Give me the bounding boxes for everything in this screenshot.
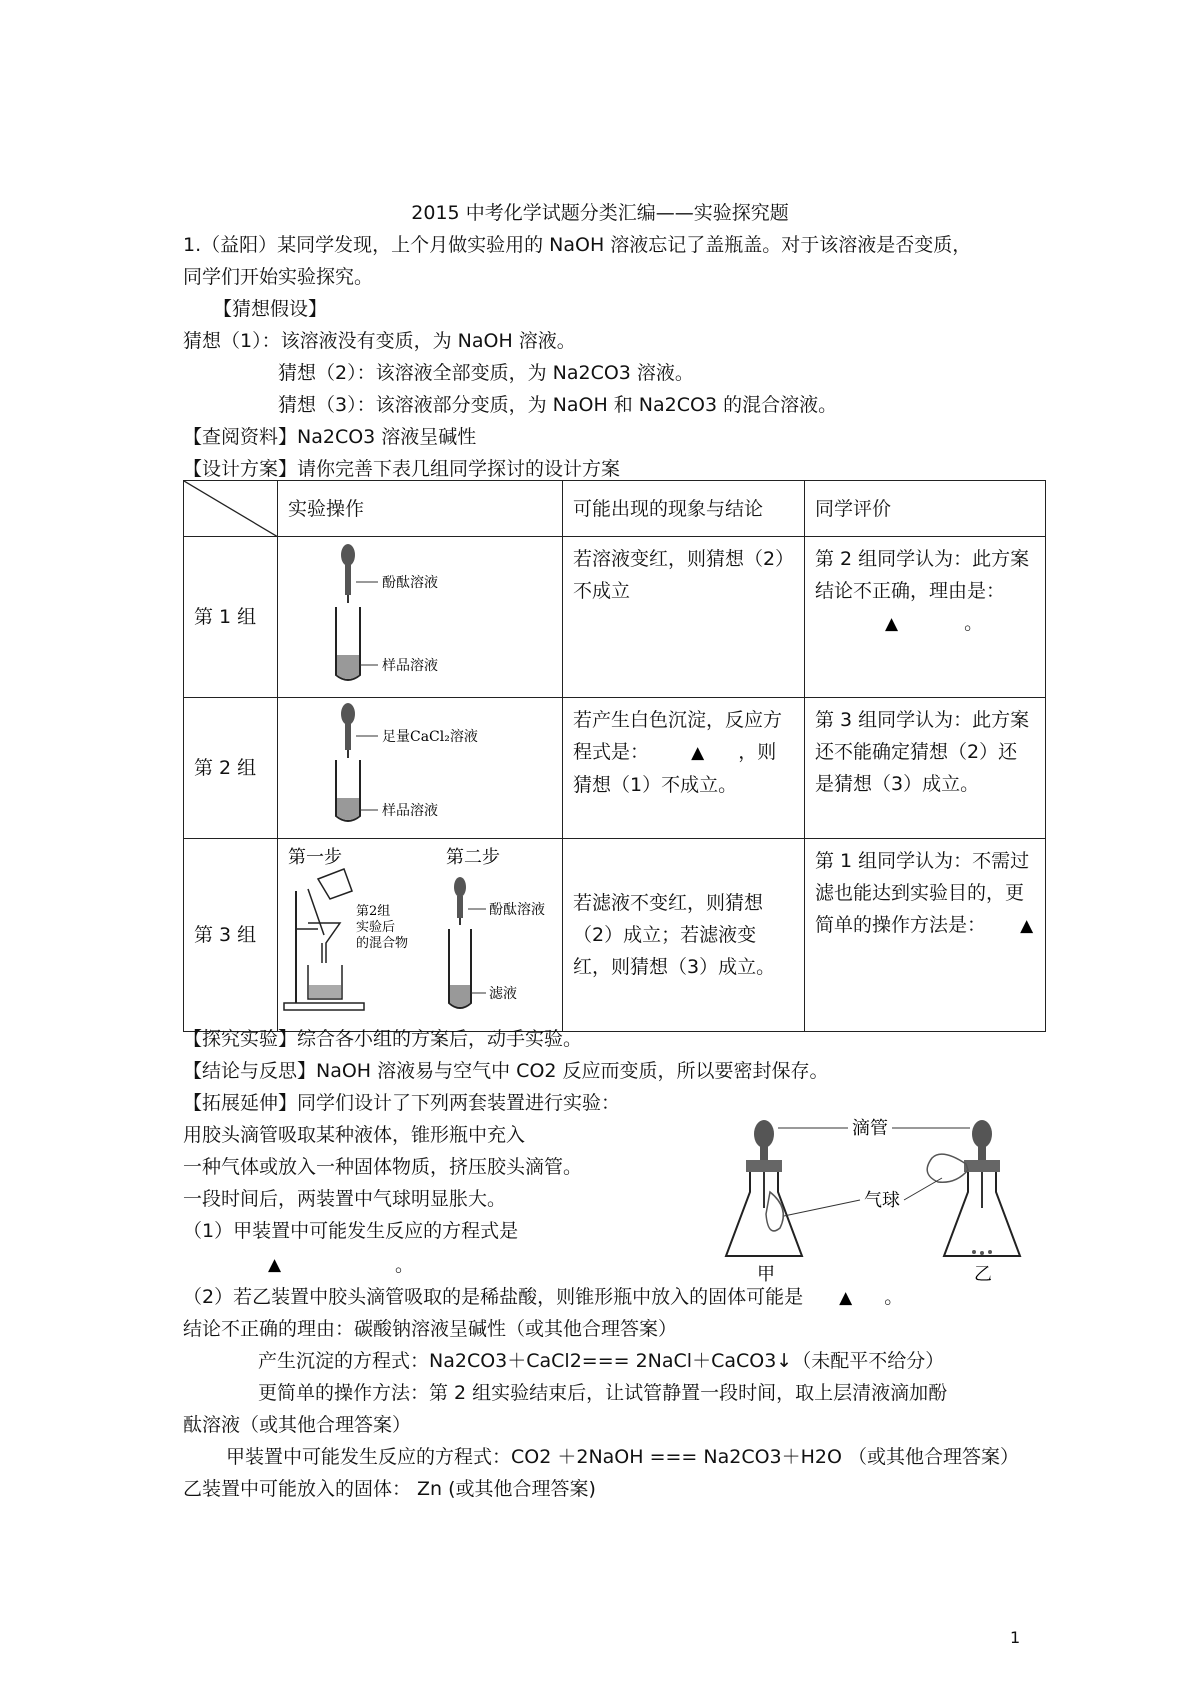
evaluation-cell: 第 3 组同学认为：此方案还不能确定猜想（2）还是猜想（3）成立。 [805,698,1046,839]
extension-heading: 【拓展延伸】同学们设计了下列两套装置进行实验： [183,1092,621,1114]
phenomenon-text: 若产生白色沉淀，反应方程式是： [573,709,783,763]
group-label: 第 3 组 [184,839,278,1032]
left-apparatus-label: 甲 [757,1264,775,1285]
header-operation: 实验操作 [278,481,563,537]
page-number: 1 [1010,1628,1021,1647]
hypothesis-1: 猜想（1）：该溶液没有变质，为 NaOH 溶液。 [183,330,576,352]
phenomenon-cell: 若溶液变红，则猜想（2）不成立 [563,537,805,698]
mixture-label-1: 第2组 [356,904,391,919]
reagent-label: 酚酞溶液 [489,902,545,918]
extension-line-2: 一种气体或放入一种固体物质，挤压胶头滴管。 [183,1156,583,1178]
table-row [184,698,1046,839]
sample-label: 样品溶液 [382,658,438,674]
answer-line-5: 甲装置中可能发生反应的方程式：CO2 ＋2NaOH === Na2CO3＋H2O （或其他合理答案） [226,1446,1020,1468]
evaluation-text: 第 1 组同学认为：不需过滤也能达到实验目的，更简单的操作方法是： [815,850,1030,936]
evaluation-end: 。 [964,612,984,634]
extension-line-3: 一段时间后，两装置中气球明显胀大。 [183,1188,507,1210]
corner-cell [184,481,278,537]
step-1-label: 第一步 [288,847,342,868]
operation-cell [278,839,563,1032]
hypothesis-heading: 【猜想假设】 [213,298,328,320]
extension-question-1: （1）甲装置中可能发生反应的方程式是 [183,1220,519,1242]
answer-blank-marker: ▲ [885,614,899,634]
question-2-text: （2）若乙装置中胶头滴管吸取的是稀盐酸，则锥形瓶中放入的固体可能是 [183,1286,804,1308]
answer-line-1: 结论不正确的理由：碳酸钠溶液呈碱性（或其他合理答案） [183,1318,678,1340]
phenomenon-cell [563,698,805,839]
reagent-label: 酚酞溶液 [382,575,438,591]
table-row [184,839,1046,1032]
hypothesis-2: 猜想（2）：该溶液全部变质，为 Na2CO3 溶液。 [278,362,694,384]
phenomenon-cell: 若滤液不变红，则猜想（2）成立；若滤液变红，则猜想（3）成立。 [563,839,805,1032]
document-title: 2015 中考化学试题分类汇编——实验探究题 [411,202,789,224]
sample-label: 样品溶液 [382,803,438,819]
dropper-label: 滴管 [852,1118,888,1139]
balloon-label: 气球 [864,1190,900,1211]
answer-line-4: 酞溶液（或其他合理答案） [183,1414,412,1436]
mixture-label-3: 的混合物 [356,936,409,951]
answer-blank-marker: ▲ [691,743,705,763]
right-apparatus-label: 乙 [974,1264,992,1285]
explore-experiment: 【探究实验】综合各小组的方案后，动手实验。 [183,1028,583,1050]
group-label: 第 2 组 [184,698,278,839]
design-table [183,480,1046,1032]
operation-cell [278,537,563,698]
table-header-row [184,481,1046,537]
evaluation-cell [805,537,1046,698]
conclusion-reflection: 【结论与反思】NaOH 溶液易与空气中 CO2 反应而变质，所以要密封保存。 [183,1060,829,1082]
intro-line-2: 同学们开始实验探究。 [183,266,374,288]
dropper-test-tube-diagram [278,698,563,828]
intro-line-1: 1.（益阳）某同学发现，上个月做实验用的 NaOH 溶液忘记了盖瓶盖。对于该溶液是否变质， [183,234,972,256]
question-2-end: 。 [884,1286,904,1308]
answer-line-2: 产生沉淀的方程式：Na2CO3＋CaCl2=== 2NaCl＋CaCO3↓（未配平不给分） [258,1350,945,1372]
extension-line-1: 用胶头滴管吸取某种液体，锥形瓶中充入 [183,1124,526,1146]
phenomenon-text-end: ，则猜想（1）不成立。 [573,741,777,796]
answer-blank-marker: ▲ [268,1255,282,1275]
operation-cell [278,698,563,839]
step-2-label: 第二步 [446,847,500,868]
apparatus-diagram [720,1108,1050,1288]
table-row [184,537,1046,698]
answer-blank-marker: ▲ [1020,916,1034,936]
reference-line: 【查阅资料】Na2CO3 溶液呈碱性 [183,426,477,448]
answer-line-6: 乙装置中可能放入的固体： Zn (或其他合理答案) [183,1478,596,1500]
extension-question-1-end: 。 [395,1254,415,1276]
mixture-label-2: 实验后 [356,920,396,935]
diagonal-line [184,481,278,537]
hypothesis-3: 猜想（3）：该溶液部分变质，为 NaOH 和 Na2CO3 的混合溶液。 [278,394,838,416]
answer-line-3: 更简单的操作方法：第 2 组实验结束后，让试管静置一段时间，取上层清液滴加酚 [258,1382,948,1404]
header-evaluation: 同学评价 [805,481,1046,537]
reagent-label: 足量CaCl₂溶液 [382,729,478,745]
extension-question-2 [183,1282,903,1313]
evaluation-cell [805,839,1046,1032]
group-label: 第 1 组 [184,537,278,698]
evaluation-text: 第 2 组同学认为：此方案结论不正确，理由是： [815,548,1030,602]
header-phenomenon: 可能出现的现象与结论 [563,481,805,537]
answer-blank-marker: ▲ [839,1288,853,1308]
dropper-test-tube-diagram [278,537,563,687]
design-intro: 【设计方案】请你完善下表几组同学探讨的设计方案 [183,458,621,480]
filtration-diagram [278,839,563,1021]
filtrate-label: 滤液 [489,986,517,1002]
